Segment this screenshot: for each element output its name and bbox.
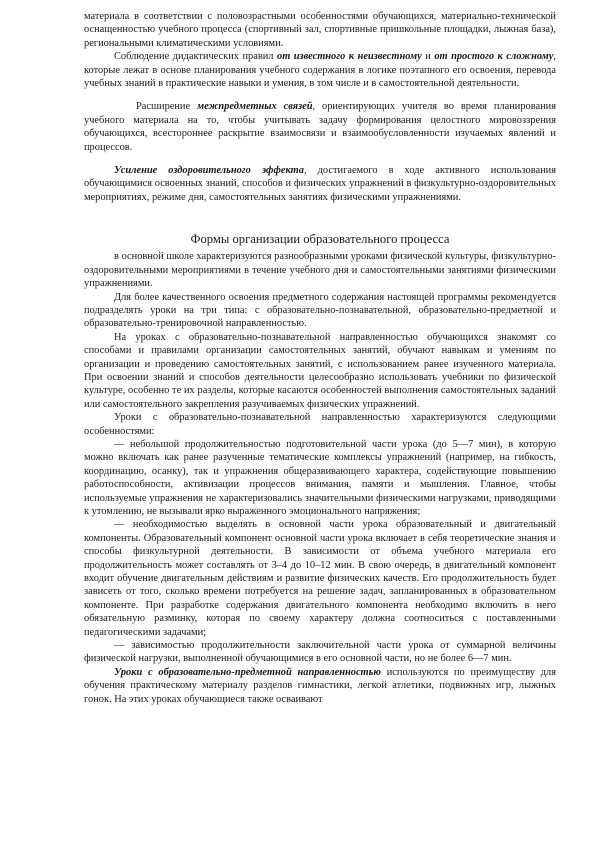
emphasis-text: от известного к неизвестному xyxy=(277,51,422,63)
paragraph xyxy=(84,100,556,154)
text-span: Расширение xyxy=(136,101,198,113)
emphasis-text: от простого к сложному xyxy=(434,51,554,63)
text-span: , которые лежат в основе планирования учебного содержания в логике поэтапного его освоения, перевода учебных знаний в практические навыки и умения, в том числе и в самостоятельной деятельности. xyxy=(84,51,556,90)
list-item: — необходимостью выделять в основной части урока образовательный и двигательный компоненты. Образовательный компонент основной части урока включает в себя теоретические знания и способы физкультурной деятельности. В зависимости от объема учебного материала его продолжительность может составлять от 3–4 до 10–12 мин. В свою очередь, в двигательный компонент входит обучение двигательным действиям и развитие физических качеств. Его продолжительность будет зависеть от того, сколько времени потребуется на решение задач, запланированных в образовательном компоненте. При разработке содержания двигательного компонента необходимо включить в него обязательную разминку, которая по своему характеру должна соотноситься с поставленными педагогическими задачами; xyxy=(84,519,556,638)
paragraph xyxy=(84,666,556,706)
text-span: и xyxy=(421,51,435,63)
paragraph xyxy=(84,50,556,90)
paragraph: материала в соответствии с половозрастными особенностями обучающихся, материально-технической оснащенностью учебного процесса (спортивный зал, спортивные пришкольные площадки, лыжная база), региональными климатическими условиями. xyxy=(84,11,556,49)
section-title: Формы организации образовательного процесса xyxy=(190,232,450,247)
text-span: , ориентирующих учителя во время планирования учебного материала на то, чтобы учитывать задачу формирования целостного мировоззрения обучающихся, всестороннее раскрытие взаимосвязи и взаимообусловленности изучаемых явлений и процессов. xyxy=(84,101,556,153)
paragraph: в основной школе характеризуются разнообразными уроками физической культуры, физкультурно-оздоровительными мероприятиями в течение учебного дня и самостоятельными занятиями физическими упражнениями. xyxy=(84,251,556,290)
paragraph xyxy=(84,164,556,204)
paragraph: На уроках с образовательно-познавательной направленностью обучающихся знакомят со способами и правилами организации самостоятельных занятий, обучают навыкам и умениям по организации и проведению самостоятельных занятий, с использованием ранее изученного материала. При освоении знаний и способов деятельности целесообразно использовать учебники по физической культуре, особенно те их разделы, которые касаются особенностей выполнения самостоятельных заданий или самостоятельного закрепления разучиваемых физических упражнений. xyxy=(84,331,556,410)
paragraph: Уроки с образовательно-познавательной направленностью характеризуются следующими особенностями: xyxy=(84,412,556,437)
emphasis-text: Уроки с образовательно-предметной направленностью xyxy=(114,666,381,678)
text-span: , достигаемого в ходе активного использования обучающимися освоенных знаний, способов и физических упражнений в физкультурно-оздоровительных мероприятиях, режиме дня, самостоятельных занятиях физическими упражнениями. xyxy=(84,165,556,203)
text-span: используются по преимуществу для обучения практическому материалу разделов гимнастики, легкой атлетики, подвижных игр, лыжных гонок. На этих уроках обучающиеся также осваивают xyxy=(84,666,556,705)
text-span: Соблюдение дидактических правил xyxy=(114,51,277,63)
list-item: — зависимостью продолжительности заключительной части урока от суммарной величины физической нагрузки, выполненной обучающимися в его основной части, но не более 6—7 мин. xyxy=(84,640,556,665)
paragraph: Для более качественного освоения предметного содержания настоящей программы рекомендуется подразделять уроки на три типа: с образовательно-познавательной, образовательно-предметной и образовательно-тренировочной направленностью. xyxy=(84,291,556,330)
list-item: — небольшой продолжительностью подготовительной части урока (до 5—7 мин), в которую можно включать как ранее разученные тематические комплексы упражнений (например, на гибкость, координацию, осанку), так и упражнения общеразвивающего характера, содействующие повышению работоспособности, активизации процессов внимания, памяти и мышления. Главное, чтобы используемые упражнения не характеризовались значительными физическими нагрузками, приводящими к утомлению, не вызывали ярко выраженного эмоционального напряжения; xyxy=(84,438,556,517)
emphasis-text: межпредметных связей xyxy=(197,101,313,113)
document-page xyxy=(84,10,556,706)
emphasis-text: Усиление оздоровительного эффекта xyxy=(114,165,304,177)
